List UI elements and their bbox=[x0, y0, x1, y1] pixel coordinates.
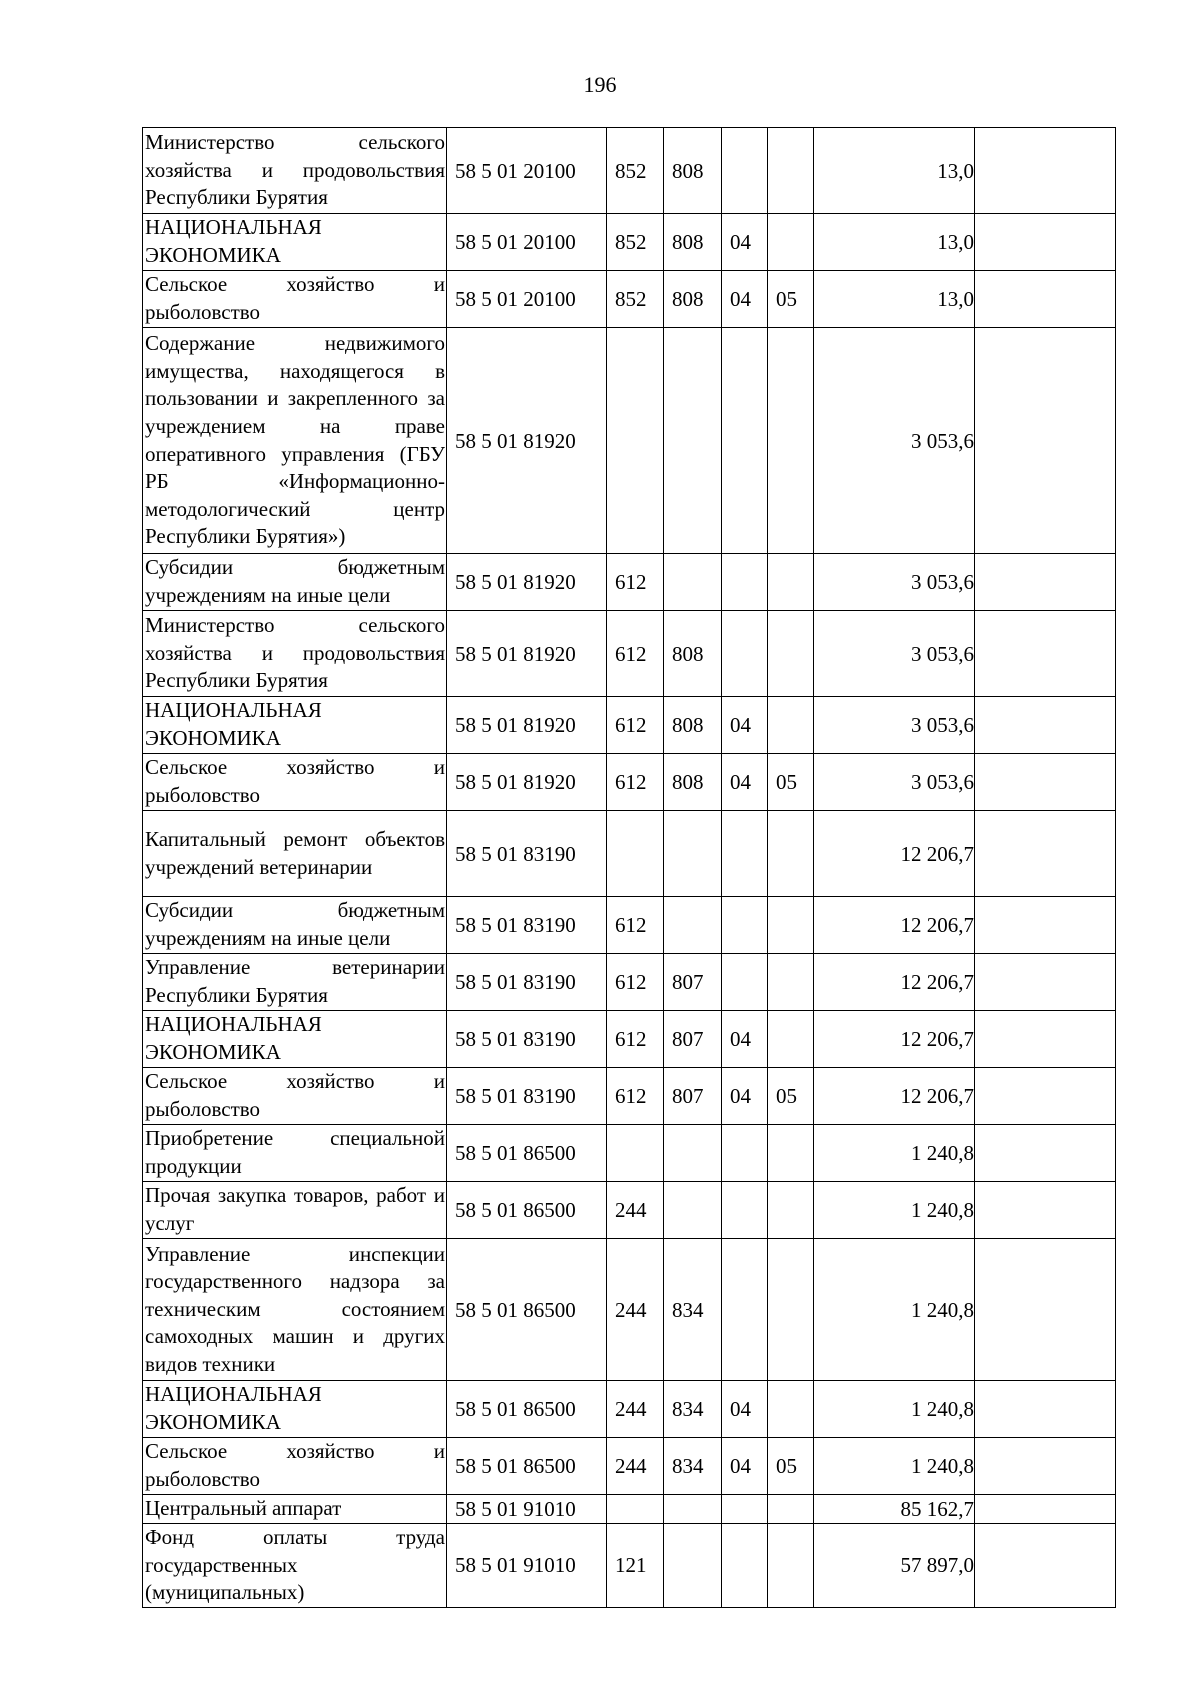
target-article-cell: 58 5 01 83190 bbox=[447, 897, 607, 954]
table-row bbox=[143, 214, 1116, 271]
target-article-cell: 58 5 01 81920 bbox=[447, 611, 607, 697]
section-cell: 04 bbox=[722, 754, 768, 811]
target-article-cell: 58 5 01 83190 bbox=[447, 954, 607, 1011]
table-row bbox=[143, 1239, 1116, 1381]
expense-type-cell bbox=[607, 1495, 664, 1524]
section-cell bbox=[722, 1524, 768, 1608]
table-row bbox=[143, 1438, 1116, 1495]
extra-empty-cell bbox=[975, 1011, 1116, 1068]
subsection-cell: 05 bbox=[768, 1438, 814, 1495]
row-name-cell: Сельское хозяйство и рыболовство bbox=[143, 1068, 447, 1125]
target-article-cell: 58 5 01 81920 bbox=[447, 328, 607, 554]
extra-empty-cell bbox=[975, 897, 1116, 954]
main-manager-cell: 807 bbox=[664, 954, 722, 1011]
expense-type-cell: 244 bbox=[607, 1182, 664, 1239]
expense-type-cell: 612 bbox=[607, 1068, 664, 1125]
subsection-cell bbox=[768, 811, 814, 897]
row-name-cell: Приобретение специальной продукции bbox=[143, 1125, 447, 1182]
amount-cell: 1 240,8 bbox=[814, 1182, 975, 1239]
amount-cell: 13,0 bbox=[814, 271, 975, 328]
extra-empty-cell bbox=[975, 1125, 1116, 1182]
subsection-cell: 05 bbox=[768, 271, 814, 328]
table-row bbox=[143, 1381, 1116, 1438]
extra-empty-cell bbox=[975, 271, 1116, 328]
main-manager-cell bbox=[664, 811, 722, 897]
expense-type-cell: 852 bbox=[607, 271, 664, 328]
section-cell: 04 bbox=[722, 1068, 768, 1125]
row-name-cell: Фонд оплаты труда государственных (муниципальных) bbox=[143, 1524, 447, 1608]
row-name-cell: Капитальный ремонт объектов учреждений ветеринарии bbox=[143, 811, 447, 897]
table-row bbox=[143, 1125, 1116, 1182]
row-name-cell: Министерство сельского хозяйства и продовольствия Республики Бурятия bbox=[143, 128, 447, 214]
section-cell: 04 bbox=[722, 1381, 768, 1438]
row-name-cell: Центральный аппарат bbox=[143, 1495, 447, 1524]
subsection-cell bbox=[768, 1495, 814, 1524]
table-row bbox=[143, 328, 1116, 554]
main-manager-cell: 808 bbox=[664, 611, 722, 697]
subsection-cell: 05 bbox=[768, 754, 814, 811]
budget-table-body bbox=[143, 128, 1116, 1608]
target-article-cell: 58 5 01 86500 bbox=[447, 1239, 607, 1381]
main-manager-cell bbox=[664, 328, 722, 554]
subsection-cell bbox=[768, 1524, 814, 1608]
subsection-cell bbox=[768, 1182, 814, 1239]
section-cell bbox=[722, 897, 768, 954]
main-manager-cell: 834 bbox=[664, 1438, 722, 1495]
expense-type-cell: 244 bbox=[607, 1381, 664, 1438]
target-article-cell: 58 5 01 86500 bbox=[447, 1182, 607, 1239]
row-name-cell: Министерство сельского хозяйства и продовольствия Республики Бурятия bbox=[143, 611, 447, 697]
main-manager-cell: 834 bbox=[664, 1381, 722, 1438]
subsection-cell bbox=[768, 128, 814, 214]
subsection-cell bbox=[768, 554, 814, 611]
table-row bbox=[143, 128, 1116, 214]
row-name-cell: Сельское хозяйство и рыболовство bbox=[143, 271, 447, 328]
subsection-cell bbox=[768, 328, 814, 554]
row-name-cell: Управление инспекции государственного надзора за техническим состоянием самоходных машин и других видов техники bbox=[143, 1239, 447, 1381]
section-cell bbox=[722, 128, 768, 214]
main-manager-cell: 807 bbox=[664, 1011, 722, 1068]
expense-type-cell: 612 bbox=[607, 954, 664, 1011]
expense-type-cell: 612 bbox=[607, 697, 664, 754]
expense-type-cell: 612 bbox=[607, 1011, 664, 1068]
target-article-cell: 58 5 01 83190 bbox=[447, 1011, 607, 1068]
amount-cell: 57 897,0 bbox=[814, 1524, 975, 1608]
row-name-cell: НАЦИОНАЛЬНАЯ ЭКОНОМИКА bbox=[143, 1011, 447, 1068]
section-cell: 04 bbox=[722, 214, 768, 271]
amount-cell: 3 053,6 bbox=[814, 754, 975, 811]
target-article-cell: 58 5 01 86500 bbox=[447, 1438, 607, 1495]
table-row bbox=[143, 271, 1116, 328]
section-cell bbox=[722, 611, 768, 697]
extra-empty-cell bbox=[975, 1381, 1116, 1438]
target-article-cell: 58 5 01 20100 bbox=[447, 128, 607, 214]
subsection-cell bbox=[768, 697, 814, 754]
section-cell bbox=[722, 554, 768, 611]
subsection-cell bbox=[768, 611, 814, 697]
extra-empty-cell bbox=[975, 1524, 1116, 1608]
amount-cell: 1 240,8 bbox=[814, 1239, 975, 1381]
row-name-cell: Субсидии бюджетным учреждениям на иные цели bbox=[143, 554, 447, 611]
extra-empty-cell bbox=[975, 954, 1116, 1011]
expense-type-cell: 612 bbox=[607, 754, 664, 811]
expense-type-cell bbox=[607, 811, 664, 897]
section-cell: 04 bbox=[722, 1011, 768, 1068]
main-manager-cell: 808 bbox=[664, 214, 722, 271]
table-row bbox=[143, 811, 1116, 897]
expense-type-cell: 244 bbox=[607, 1438, 664, 1495]
subsection-cell bbox=[768, 954, 814, 1011]
main-manager-cell bbox=[664, 1182, 722, 1239]
amount-cell: 12 206,7 bbox=[814, 1011, 975, 1068]
table-row bbox=[143, 1011, 1116, 1068]
extra-empty-cell bbox=[975, 1438, 1116, 1495]
amount-cell: 12 206,7 bbox=[814, 897, 975, 954]
amount-cell: 3 053,6 bbox=[814, 611, 975, 697]
row-name-cell: Управление ветеринарии Республики Бурятия bbox=[143, 954, 447, 1011]
subsection-cell bbox=[768, 1125, 814, 1182]
main-manager-cell bbox=[664, 1495, 722, 1524]
section-cell bbox=[722, 328, 768, 554]
extra-empty-cell bbox=[975, 1239, 1116, 1381]
row-name-cell: Прочая закупка товаров, работ и услуг bbox=[143, 1182, 447, 1239]
main-manager-cell bbox=[664, 1125, 722, 1182]
row-name-cell: Сельское хозяйство и рыболовство bbox=[143, 1438, 447, 1495]
amount-cell: 12 206,7 bbox=[814, 1068, 975, 1125]
expense-type-cell: 852 bbox=[607, 214, 664, 271]
expense-type-cell bbox=[607, 1125, 664, 1182]
main-manager-cell bbox=[664, 897, 722, 954]
subsection-cell bbox=[768, 897, 814, 954]
row-name-cell: Сельское хозяйство и рыболовство bbox=[143, 754, 447, 811]
amount-cell: 1 240,8 bbox=[814, 1438, 975, 1495]
section-cell: 04 bbox=[722, 271, 768, 328]
expense-type-cell bbox=[607, 328, 664, 554]
amount-cell: 3 053,6 bbox=[814, 697, 975, 754]
main-manager-cell: 808 bbox=[664, 754, 722, 811]
section-cell bbox=[722, 811, 768, 897]
expense-type-cell: 612 bbox=[607, 897, 664, 954]
target-article-cell: 58 5 01 83190 bbox=[447, 1068, 607, 1125]
main-manager-cell bbox=[664, 1524, 722, 1608]
extra-empty-cell bbox=[975, 697, 1116, 754]
section-cell bbox=[722, 1495, 768, 1524]
expense-type-cell: 612 bbox=[607, 611, 664, 697]
target-article-cell: 58 5 01 20100 bbox=[447, 214, 607, 271]
subsection-cell bbox=[768, 214, 814, 271]
amount-cell: 3 053,6 bbox=[814, 554, 975, 611]
extra-empty-cell bbox=[975, 754, 1116, 811]
main-manager-cell: 808 bbox=[664, 128, 722, 214]
table-row bbox=[143, 1068, 1116, 1125]
extra-empty-cell bbox=[975, 811, 1116, 897]
table-row bbox=[143, 611, 1116, 697]
subsection-cell bbox=[768, 1381, 814, 1438]
table-row bbox=[143, 754, 1116, 811]
amount-cell: 13,0 bbox=[814, 214, 975, 271]
amount-cell: 1 240,8 bbox=[814, 1381, 975, 1438]
target-article-cell: 58 5 01 86500 bbox=[447, 1381, 607, 1438]
main-manager-cell: 807 bbox=[664, 1068, 722, 1125]
section-cell: 04 bbox=[722, 697, 768, 754]
extra-empty-cell bbox=[975, 328, 1116, 554]
target-article-cell: 58 5 01 81920 bbox=[447, 554, 607, 611]
table-row bbox=[143, 1182, 1116, 1239]
amount-cell: 1 240,8 bbox=[814, 1125, 975, 1182]
main-manager-cell: 834 bbox=[664, 1239, 722, 1381]
amount-cell: 3 053,6 bbox=[814, 328, 975, 554]
main-manager-cell bbox=[664, 554, 722, 611]
page-number: 196 bbox=[583, 72, 617, 97]
amount-cell: 12 206,7 bbox=[814, 811, 975, 897]
amount-cell: 85 162,7 bbox=[814, 1495, 975, 1524]
main-manager-cell: 808 bbox=[664, 271, 722, 328]
extra-empty-cell bbox=[975, 214, 1116, 271]
budget-table bbox=[142, 127, 1116, 1608]
section-cell bbox=[722, 954, 768, 1011]
section-cell bbox=[722, 1125, 768, 1182]
subsection-cell bbox=[768, 1239, 814, 1381]
section-cell bbox=[722, 1182, 768, 1239]
extra-empty-cell bbox=[975, 1182, 1116, 1239]
target-article-cell: 58 5 01 91010 bbox=[447, 1495, 607, 1524]
table-row bbox=[143, 1495, 1116, 1524]
main-manager-cell: 808 bbox=[664, 697, 722, 754]
extra-empty-cell bbox=[975, 611, 1116, 697]
target-article-cell: 58 5 01 86500 bbox=[447, 1125, 607, 1182]
table-row bbox=[143, 1524, 1116, 1608]
expense-type-cell: 121 bbox=[607, 1524, 664, 1608]
target-article-cell: 58 5 01 91010 bbox=[447, 1524, 607, 1608]
row-name-cell: Содержание недвижимого имущества, находящегося в пользовании и закрепленного за учреждением на праве оперативного управления (ГБУ РБ «Информационно-методологический центр Республики Бурятия») bbox=[143, 328, 447, 554]
expense-type-cell: 852 bbox=[607, 128, 664, 214]
amount-cell: 13,0 bbox=[814, 128, 975, 214]
expense-type-cell: 612 bbox=[607, 554, 664, 611]
target-article-cell: 58 5 01 83190 bbox=[447, 811, 607, 897]
amount-cell: 12 206,7 bbox=[814, 954, 975, 1011]
target-article-cell: 58 5 01 20100 bbox=[447, 271, 607, 328]
extra-empty-cell bbox=[975, 554, 1116, 611]
target-article-cell: 58 5 01 81920 bbox=[447, 754, 607, 811]
table-row bbox=[143, 897, 1116, 954]
expense-type-cell: 244 bbox=[607, 1239, 664, 1381]
table-row bbox=[143, 697, 1116, 754]
extra-empty-cell bbox=[975, 1068, 1116, 1125]
target-article-cell: 58 5 01 81920 bbox=[447, 697, 607, 754]
subsection-cell bbox=[768, 1011, 814, 1068]
section-cell: 04 bbox=[722, 1438, 768, 1495]
extra-empty-cell bbox=[975, 1495, 1116, 1524]
row-name-cell: НАЦИОНАЛЬНАЯ ЭКОНОМИКА bbox=[143, 214, 447, 271]
row-name-cell: Субсидии бюджетным учреждениям на иные цели bbox=[143, 897, 447, 954]
row-name-cell: НАЦИОНАЛЬНАЯ ЭКОНОМИКА bbox=[143, 1381, 447, 1438]
table-row bbox=[143, 954, 1116, 1011]
table-row bbox=[143, 554, 1116, 611]
row-name-cell: НАЦИОНАЛЬНАЯ ЭКОНОМИКА bbox=[143, 697, 447, 754]
subsection-cell: 05 bbox=[768, 1068, 814, 1125]
extra-empty-cell bbox=[975, 128, 1116, 214]
section-cell bbox=[722, 1239, 768, 1381]
